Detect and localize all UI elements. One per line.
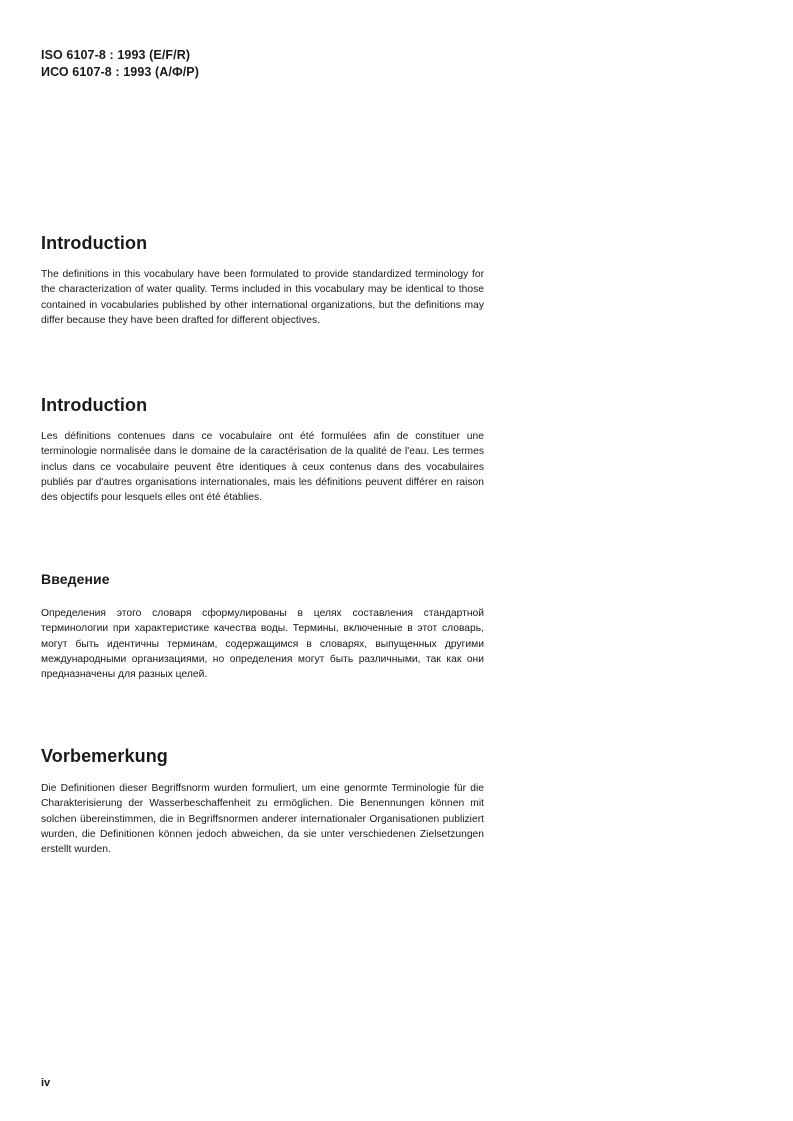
page-number: iv xyxy=(41,1077,51,1089)
section-title-english: Introduction xyxy=(41,233,148,253)
section-french xyxy=(41,395,484,505)
section-title-french: Introduction xyxy=(41,395,148,415)
section-english xyxy=(41,233,484,328)
section-title-german: Vorbemerkung xyxy=(41,746,168,766)
section-title-russian: Введение xyxy=(41,571,110,587)
section-body-french: Les définitions contenues dans ce vocabulaire ont été formulées afin de constituer une terminologie normalisée dans le domaine de la caractérisation de la qualité de l'eau. Les termes inclus dans ce vocabulaire peuvent être identiques à ceux contenus dans des vocabulaires publiés par d'autres organisations internationales, mais les définitions peuvent différer en raison des objectifs pour lesquels elles ont été établies. xyxy=(41,431,484,504)
standard-number-latin: ISO 6107-8 : 1993 (E/F/R) xyxy=(41,48,191,62)
document-reference xyxy=(41,47,199,81)
section-russian xyxy=(41,571,484,682)
section-body-russian: Определения этого словаря сформулированы в целях составления стандартной терминологии при характеристике качества воды. Термины, включенные в этот словарь, могут быть идентичны терминам, содержащимся в словарях, выпущенных другими международными организациями, но определения могут быть различными, так как они предназначены для разных целей. xyxy=(41,608,484,681)
section-german xyxy=(41,746,484,857)
section-body-english: The definitions in this vocabulary have been formulated to provide standardized terminology for the characterization of water quality. Terms included in this vocabulary may be identical to those contained in vocabularies published by other international organizations, but the definitions may differ because they have been drafted for different objectives. xyxy=(41,269,484,326)
section-body-german: Die Definitionen dieser Begriffsnorm wurden formuliert, um eine genormte Terminologie für die Charakterisierung der Wasserbeschaffenheit zu ermöglichen. Die Benennungen können mit solchen übereinstimmen, die in Begriffsnormen anderer internationaler Organisationen publiziert wurden, die Definitionen können jedoch abweichen, da sie unter verschiedenen Zielsetzungen erstellt wurden. xyxy=(41,783,484,856)
standard-number-cyrillic: ИСО 6107-8 : 1993 (А/Ф/Р) xyxy=(41,65,200,79)
